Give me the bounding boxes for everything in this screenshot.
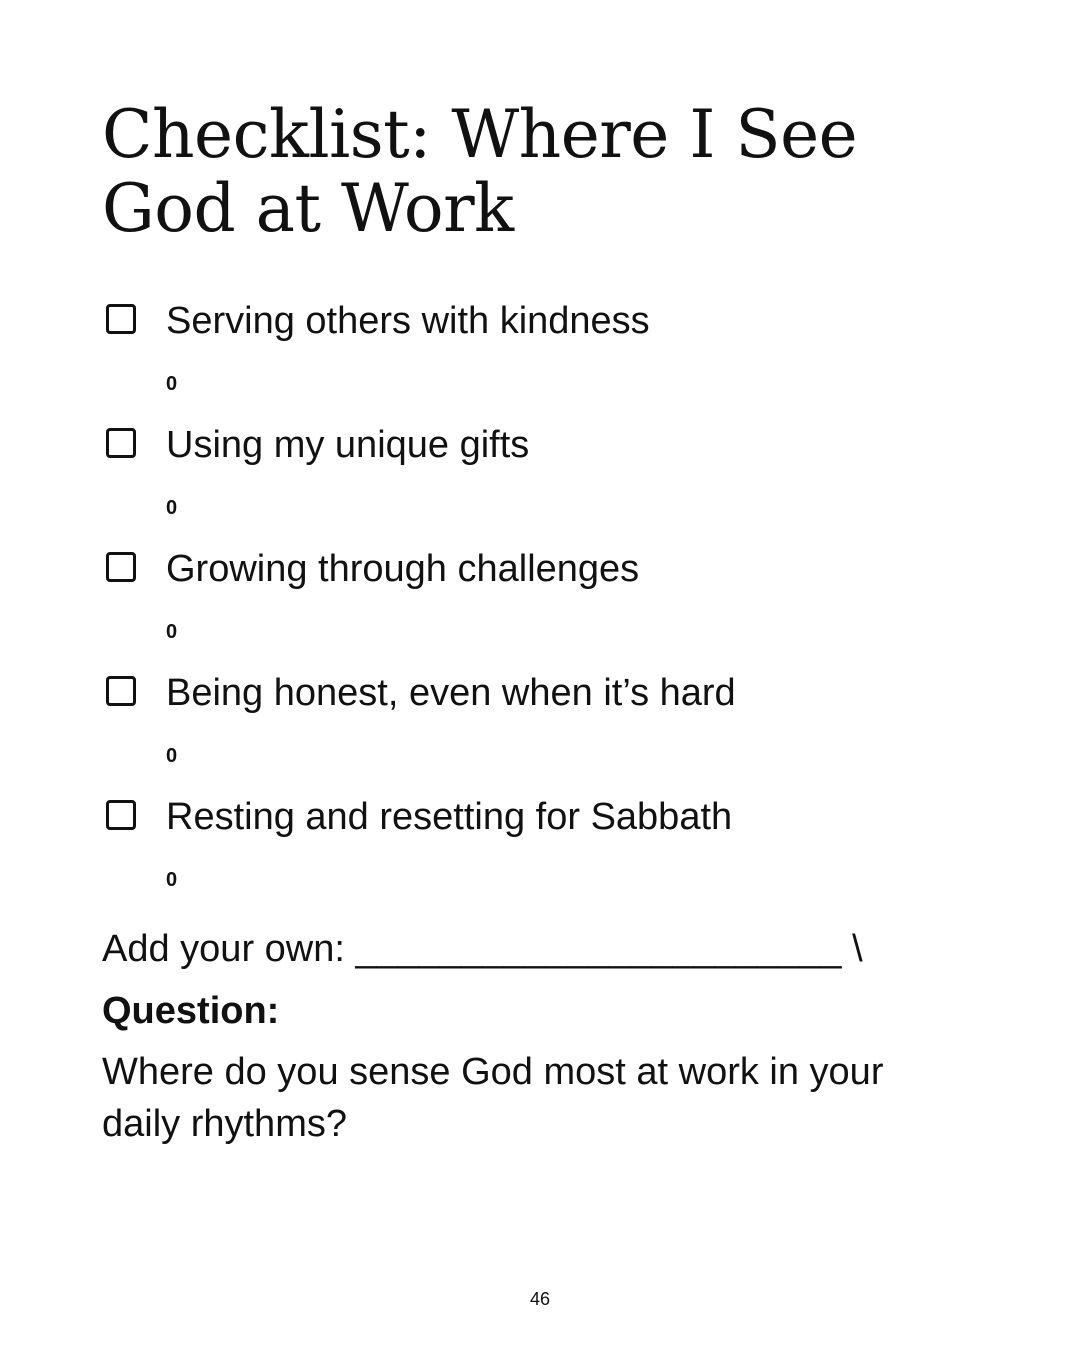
checklist-item-label: Using my unique gifts (166, 424, 530, 466)
checklist-item (102, 544, 1002, 668)
checkbox[interactable] (106, 428, 136, 458)
checklist-item-count: 0 (166, 745, 178, 767)
checkbox[interactable] (106, 676, 136, 706)
checklist-item (102, 296, 1002, 420)
checklist (102, 296, 1002, 916)
checkbox[interactable] (106, 304, 136, 334)
checklist-item-count: 0 (166, 869, 178, 891)
checklist-item-label: Resting and resetting for Sabbath (166, 796, 733, 838)
page-title: Checklist: Where I See God at Work (102, 96, 858, 247)
checklist-item-count: 0 (166, 621, 178, 643)
page-number: 46 (529, 1289, 551, 1309)
checkbox[interactable] (106, 800, 136, 830)
checkbox[interactable] (106, 552, 136, 582)
checklist-item (102, 792, 1002, 916)
question-text: Where do you sense God most at work in your daily rhythms? (102, 1051, 884, 1145)
question-heading: Question: (102, 990, 280, 1032)
checklist-item-count: 0 (166, 373, 178, 395)
checklist-item-count: 0 (166, 497, 178, 519)
checklist-item-label: Growing through challenges (166, 548, 640, 590)
checklist-item (102, 668, 1002, 792)
add-your-own-line: Add your own: _______________________ \ (102, 928, 863, 970)
checklist-item-label: Serving others with kindness (166, 300, 650, 342)
checklist-item (102, 420, 1002, 544)
checklist-item-label: Being honest, even when it’s hard (166, 672, 736, 714)
